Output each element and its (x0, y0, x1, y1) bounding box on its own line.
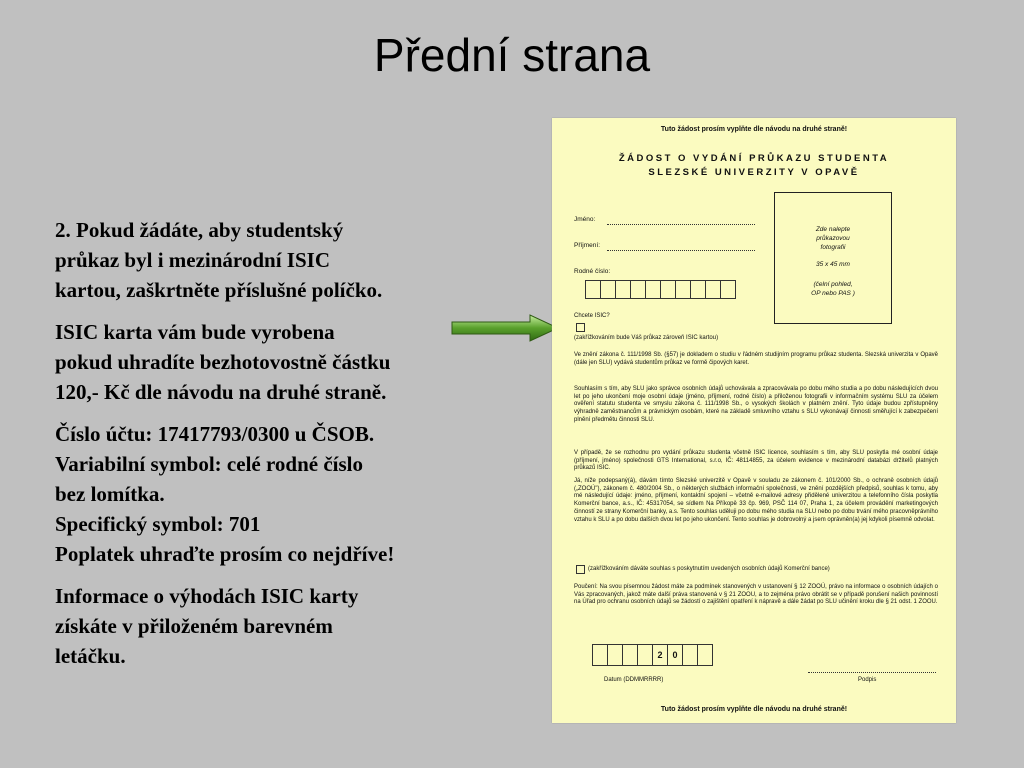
instruction-line: Variabilní symbol: celé rodné číslo (55, 452, 364, 476)
photo-text-1: Zde nalepte (815, 226, 851, 233)
surname-label: Příjmení: (574, 242, 601, 249)
instruction-line: bez lomítka. (55, 482, 165, 506)
form-heading-line2: SLEZSKÉ UNIVERZITY V OPAVĚ (648, 167, 860, 178)
student-card-application-form (552, 118, 956, 723)
date-digit: 0 (667, 644, 683, 666)
instruction-line: ISIC karta vám bude vyrobena (55, 320, 335, 344)
photo-note-2: OP nebo PAS ) (811, 290, 855, 297)
date-boxes[interactable] (592, 644, 712, 666)
photo-text-3: fotografii (820, 244, 846, 251)
date-label: Datum (DDMMRRRR) (604, 677, 664, 683)
photo-size: 35 x 45 mm (816, 261, 850, 268)
birth-number-label: Rodné číslo: (574, 268, 611, 275)
photo-text-2: průkazovou (816, 235, 850, 242)
instruction-line: Specifický symbol: 701 (55, 512, 261, 536)
instructions-text (55, 215, 525, 683)
instruction-line: 2. Pokud žádáte, aby studentský (55, 218, 344, 242)
instruction-line: Informace o výhodách ISIC karty (55, 584, 359, 608)
instruction-line: 120,- Kč dle návodu na druhé straně. (55, 380, 387, 404)
instruction-line: získáte v přiloženém barevném (55, 614, 333, 638)
date-digit: 2 (652, 644, 668, 666)
isic-checkbox[interactable] (576, 323, 585, 332)
isic-note: (zakřížkováním bude Váš průkaz zároveň ISIC kartou) (574, 335, 719, 341)
signature-line[interactable] (808, 672, 936, 673)
instruction-paragraph (55, 215, 525, 305)
photo-box (774, 192, 892, 324)
form-bottom-note: Tuto žádost prosím vyplňte dle návodu na druhé straně! (660, 706, 848, 713)
form-top-note: Tuto žádost prosím vyplňte dle návodu na druhé straně! (660, 126, 848, 133)
arrow-right-icon (450, 313, 560, 343)
instruction-line: pokud uhradíte bezhotovostně částku (55, 350, 391, 374)
form-heading-line1: ŽÁDOST O VYDÁNÍ PRŮKAZU STUDENTA (618, 153, 890, 164)
instruction-paragraph (55, 419, 525, 569)
photo-note-1: (čelní pohled, (813, 281, 853, 288)
signature-label: Podpis (858, 677, 877, 683)
name-label: Jméno: (574, 216, 596, 223)
isic-question: Chcete ISIC? (574, 313, 610, 319)
form-paragraph-data-consent: Souhlasím s tím, aby SLU jako správce osobních údajů uchovávala a zpracovávala po dobu mého studia a po dobu následujících dvou let po jeho ukončení moje osobní údaje (jméno, příjmení, rodné číslo) a přiloženou fotografii v informačním systému SLU za účelem ověření statutu studenta ve smyslu zákona č. 111/1998 Sb., o vysokých školách v platném znění. Tyto údaje budou zpřístupněny výhradně zaměstnancům a právnickým osobám, které na základě smluvního vztahu s SLU vykonávají činnosti směřující k zabezpečení plnění předmětu činnosti SLU. (574, 386, 938, 423)
form-paragraph-isic-consent: V případě, že se rozhodnu pro vydání průkazu studenta včetně ISIC licence, souhlasím s tím, aby SLU poskytla mé osobní údaje (příjmení, jméno) společnosti GTS International, s.r.o, IČ: 48114855, za účelem evidence v mezinárodní databázi držitelů platných průkazů ISIC. (574, 450, 938, 472)
instruction-line: kartou, zaškrtněte příslušné políčko. (55, 278, 383, 302)
form-paragraph-law: Ve znění zákona č. 111/1998 Sb. (§57) je dokladem o studiu v řádném studijním programu průkaz studenta. Slezská univerzita v Opavě (dále jen SLU) vydává studentům průkaz ve formě čipových karet. (574, 352, 938, 366)
instruction-paragraph (55, 581, 525, 671)
instruction-line: letáčku. (55, 644, 126, 668)
instruction-line: Číslo účtu: 17417793/0300 u ČSOB. (55, 422, 375, 446)
surname-field[interactable] (607, 242, 755, 251)
instruction-line: Poplatek uhraďte prosím co nejdříve! (55, 542, 395, 566)
form-paragraph-bank-consent: Já, níže podepsaný(á), dávám tímto Slezské univerzitě v Opavě v souladu ze zákonem č. 101/2000 Sb., o ochraně osobních údajů („ZOOÚ"), zákonem č. 480/2004 Sb., o některých službách informační společnosti, ve znění pozdějších předpisů, souhlas k tomu, aby mé následující údaje: jméno, příjmení, kontaktní spojení – včetně e-mailové adresy přidělené univerzitou a telefonního čísla poskytla Komerční bance, a.s., IČ: 45317054, se sídlem Na Příkopě 33 čp. 969, PSČ 114 07, Praha 1, za účelem provádění marketingových činností ze strany Komerční banky, a.s. Tento souhlas uděluji po dobu mého studia na SLU nebo po dobu trvání mého pracovněprávního vztahu k SLU a po dobu dalších dvou let po jeho ukončení. Tento souhlas je dobrovolný a jsem oprávněn(a) jej kdykoli písemně odvolat. (574, 478, 938, 523)
form-paragraph-notice: Poučení: Na svou písemnou žádost máte za podmínek stanovených v ustanovení § 12 ZOOÚ, právo na informace o osobních údajích o Vás zpracovaných, jakož máte další práva stanovená v § 21 ZOOU, a to zejména právo obrátit se v případě porušení našich povinností na Úřad pro ochranu osobních údajů se žádostí o zajištění opatření k nápravě a dále žádat po SLU učinění kroku dle § 21 odst. 1 ZOOU. (574, 584, 938, 606)
slide-title: Přední strana (373, 29, 651, 81)
instruction-line: průkaz byl i mezinárodní ISIC (55, 248, 330, 272)
form-heading (552, 152, 956, 180)
name-field[interactable] (607, 216, 755, 225)
bank-consent-checkbox[interactable] (576, 565, 585, 574)
bank-consent-note: (zakřížkováním dáváte souhlas s poskytnutím uvedených osobních údajů Komerční bance) (588, 566, 830, 572)
birth-number-boxes[interactable] (585, 280, 735, 299)
